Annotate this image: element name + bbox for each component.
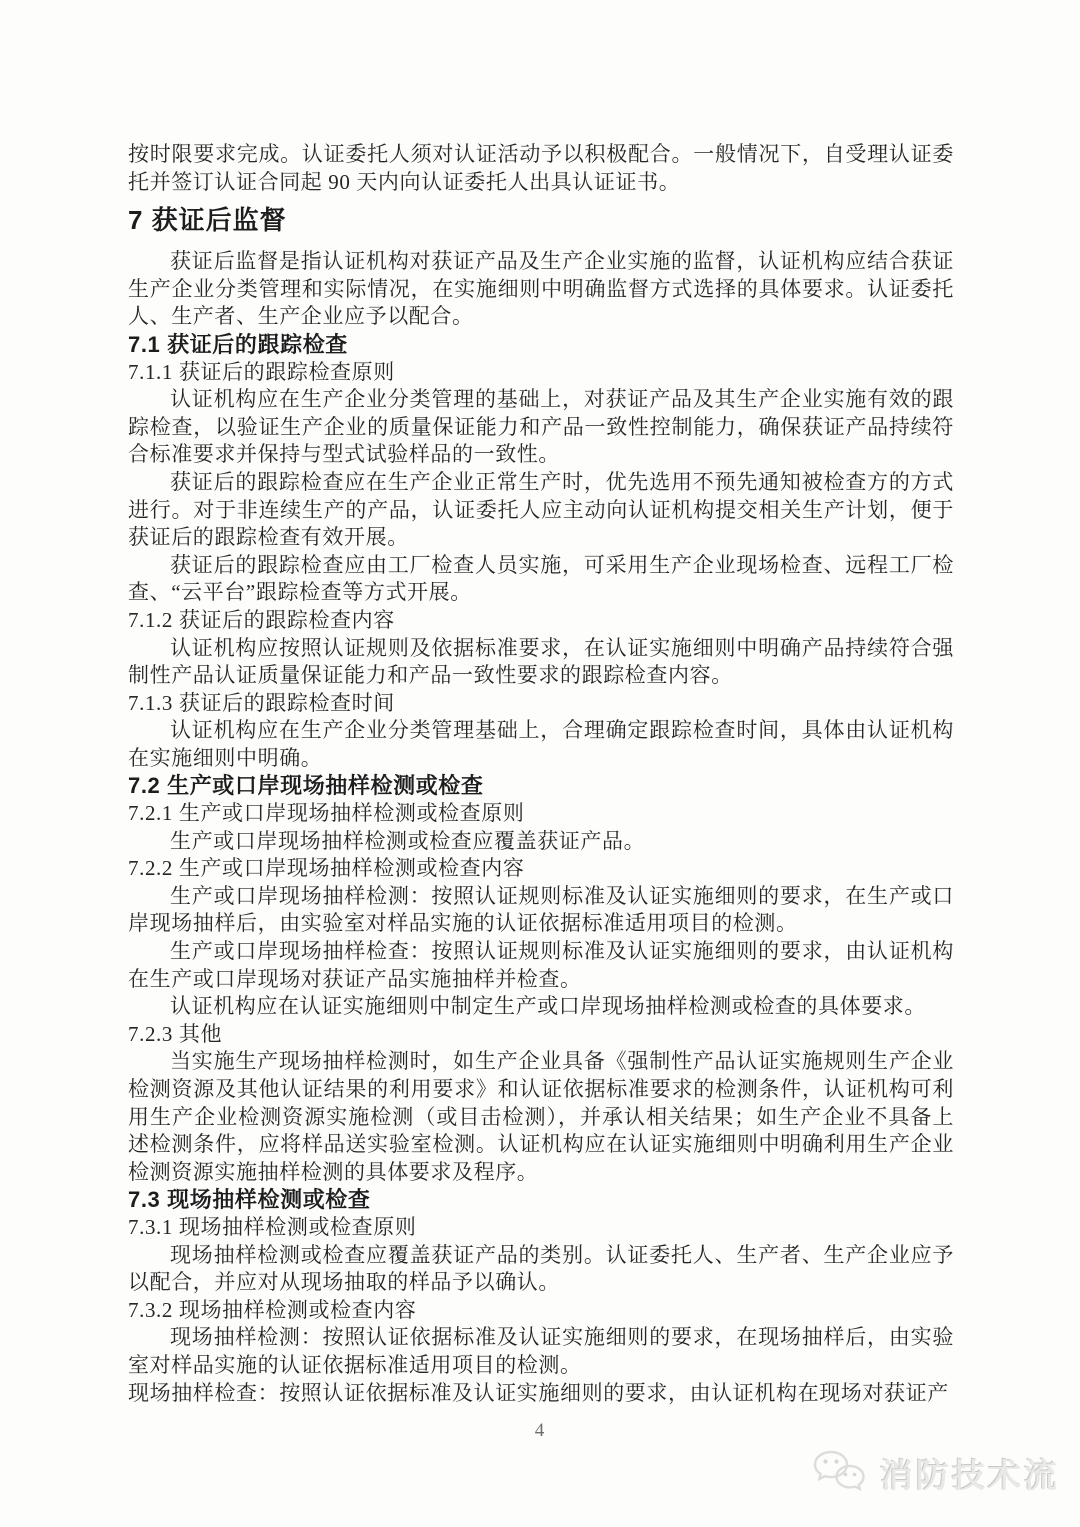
document-body (128, 141, 954, 1407)
section-heading-7-1: 7.1 获证后的跟踪检查 (128, 331, 348, 357)
paragraph-7-2-2-a: 生产或口岸现场抽样检测：按照认证规则标准及认证实施细则的要求，在生产或口岸现场抽样后，由实验室对样品实施的认证依据标准适用项目的检测。 (128, 883, 954, 936)
subheading-7-1-3: 7.1.3 获证后的跟踪检查时间 (128, 690, 395, 715)
paragraph-7-1-2-a: 认证机构应按照认证规则及依据标准要求，在认证实施细则中明确产品持续符合强制性产品认证质量保证能力和产品一致性要求的跟踪检查内容。 (128, 635, 954, 688)
paragraph-7-3-1-a: 现场抽样检测或检查应覆盖获证产品的类别。认证委托人、生产者、生产企业应予以配合，并应对从现场抽取的样品予以确认。 (128, 1242, 954, 1295)
paragraph-continuation: 按时限要求完成。认证委托人须对认证活动予以积极配合。一般情况下，自受理认证委托并签订认证合同起 90 天内向认证委托人出具认证证书。 (128, 142, 954, 194)
subheading-7-3-1: 7.3.1 现场抽样检测或检查原则 (128, 1214, 417, 1239)
watermark (810, 1448, 1060, 1498)
subheading-7-2-2: 7.2.2 生产或口岸现场抽样检测或检查内容 (128, 856, 525, 881)
subheading-7-2-1: 7.2.1 生产或口岸现场抽样检测或检查原则 (128, 801, 525, 826)
section-heading-7: 7 获证后监督 (128, 205, 287, 236)
watermark-text: 消防技术流 (880, 1456, 1060, 1494)
section-heading-7-3: 7.3 现场抽样检测或检查 (128, 1187, 371, 1213)
paragraph-7-3-2-a: 现场抽样检测：按照认证依据标准及认证实施细则的要求，在现场抽样后，由实验室对样品实施的认证依据标准适用项目的检测。 (128, 1325, 954, 1377)
paragraph-7-1-1-b: 获证后的跟踪检查应在生产企业正常生产时，优先选用不预先通知被检查方的方式进行。对于非连续生产的产品，认证委托人应主动向认证机构提交相关生产计划，便于获证后的跟踪检查有效开展。 (128, 469, 954, 550)
page-number: 4 (534, 1420, 546, 1441)
subheading-7-1-1: 7.1.1 获证后的跟踪检查原则 (128, 359, 395, 384)
subheading-7-2-3: 7.2.3 其他 (128, 1021, 223, 1046)
subheading-7-3-2: 7.3.2 现场抽样检测或检查内容 (128, 1297, 417, 1322)
paragraph-7-3-2-b-cutoff: 现场抽样检查：按照认证依据标准及认证实施细则的要求，由认证机构在现场对获证产 (128, 1380, 949, 1405)
paragraph-7-1-1-c: 获证后的跟踪检查应由工厂检查人员实施，可采用生产企业现场检查、远程工厂检查、“云平台”跟踪检查等方式开展。 (128, 552, 954, 605)
subheading-7-1-2: 7.1.2 获证后的跟踪检查内容 (128, 607, 395, 632)
paragraph-7-2-2-c: 认证机构应在认证实施细则中制定生产或口岸现场抽样检测或检查的具体要求。 (170, 994, 926, 1019)
paragraph-7-2-3-a: 当实施生产现场抽样检测时，如生产企业具备《强制性产品认证实施规则生产企业检测资源及其他认证结果的利用要求》和认证依据标准要求的检测条件，认证机构可利用生产企业检测资源实施检测（或目击检测），并承认相关结果；如生产企业不具备上述检测条件，应将样品送实验室检测。认证机构应在认证实施细则中明确利用生产企业检测资源实施抽样检测的具体要求及程序。 (128, 1049, 954, 1184)
section-heading-7-2: 7.2 生产或口岸现场抽样检测或检查 (128, 773, 484, 799)
paragraph-7-2-1-a: 生产或口岸现场抽样检测或检查应覆盖获证产品。 (170, 828, 646, 853)
paragraph-7-intro: 获证后监督是指认证机构对获证产品及生产企业实施的监督，认证机构应结合获证生产企业分类管理和实际情况，在实施细则中明确监督方式选择的具体要求。认证委托人、生产者、生产企业应予以配合。 (128, 249, 954, 329)
paragraph-7-1-3-a: 认证机构应在生产企业分类管理基础上，合理确定跟踪检查时间，具体由认证机构在实施细则中明确。 (128, 718, 954, 770)
wechat-icon (810, 1448, 868, 1498)
paragraph-7-2-2-b: 生产或口岸现场抽样检查：按照认证规则标准及认证实施细则的要求，由认证机构在生产或口岸现场对获证产品实施抽样并检查。 (128, 939, 954, 991)
paragraph-7-1-1-a: 认证机构应在生产企业分类管理的基础上，对获证产品及其生产企业实施有效的跟踪检查，以验证生产企业的质量保证能力和产品一致性控制能力，确保获证产品持续符合标准要求并保持与型式试验样品的一致性。 (128, 387, 954, 467)
